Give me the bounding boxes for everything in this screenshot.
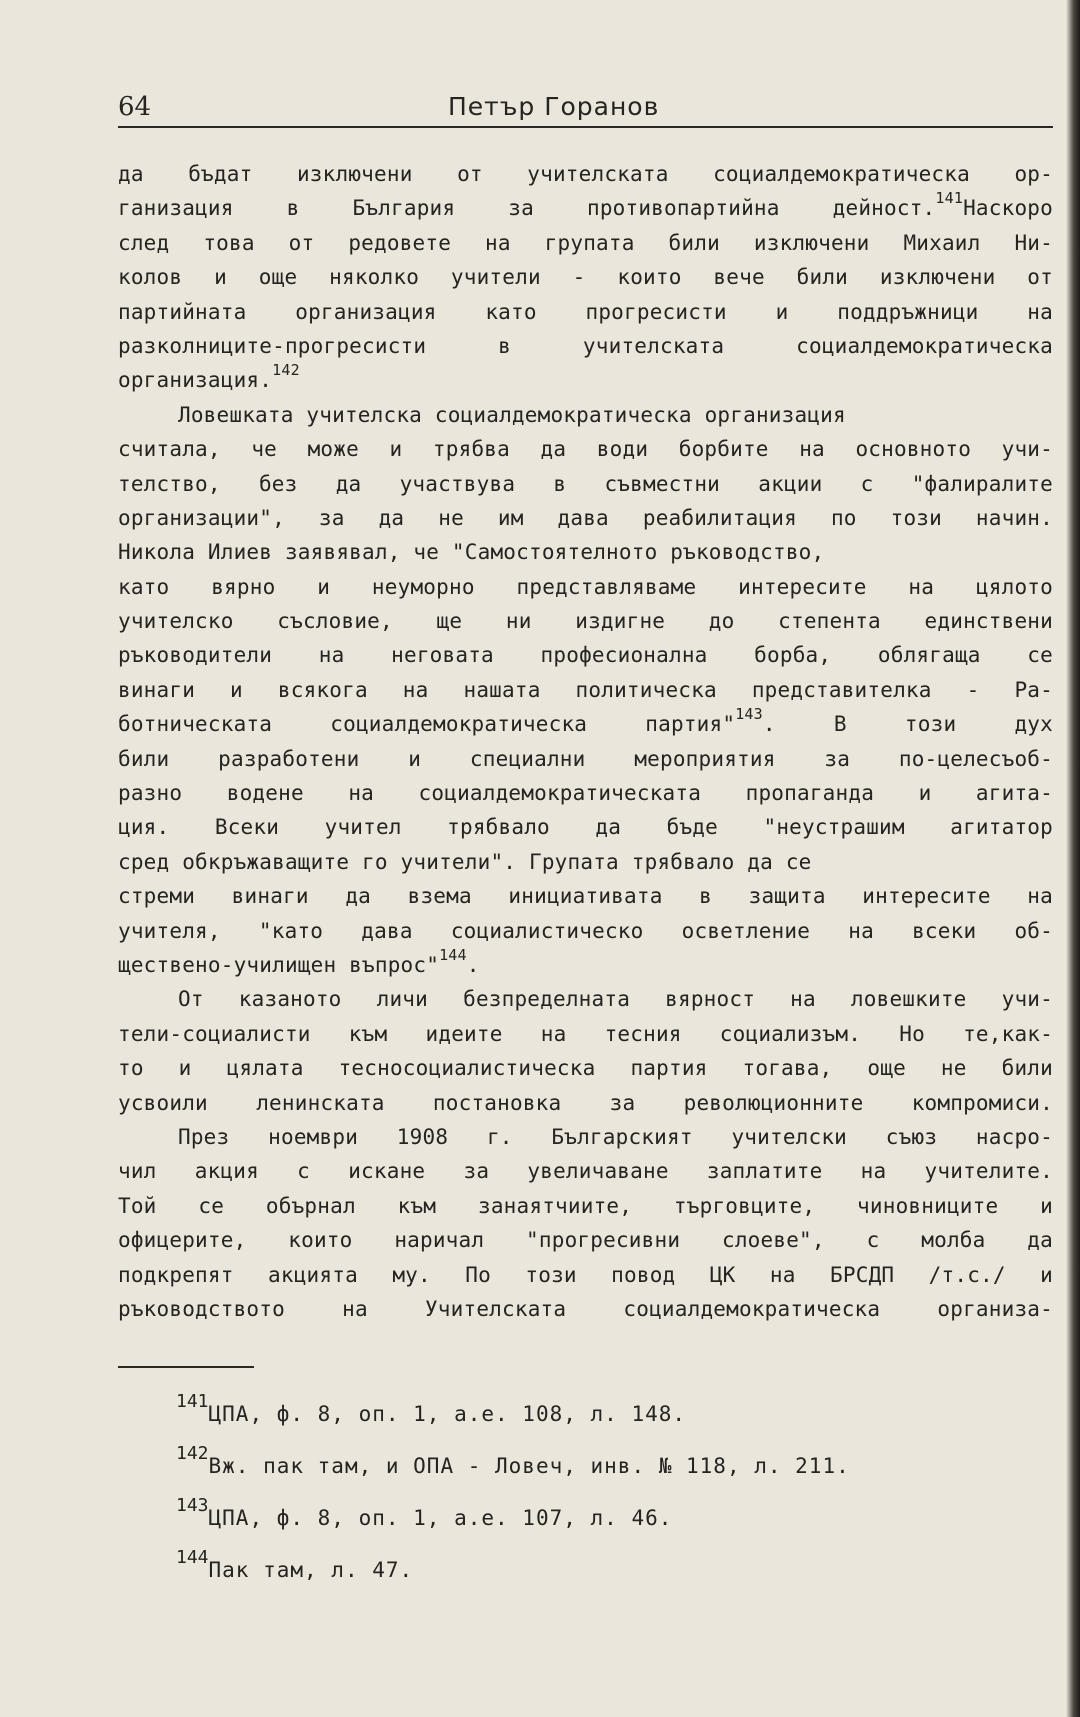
line-text: Той се обърнал към занаятчиите, търговците, чиновниците и (118, 1193, 1053, 1218)
footnote-ref: 143 (735, 707, 763, 724)
footnote (176, 1492, 976, 1544)
text-line (118, 845, 1053, 879)
footnote-separator (118, 1366, 254, 1368)
text-line (118, 398, 1053, 432)
line-text: ръководители на неговата професионална борба, облягаща се (118, 643, 1053, 668)
text-line (118, 226, 1053, 260)
line-text: От казаното личи безпределната вярност на ловешките учи- (178, 987, 1053, 1012)
page-number: 64 (118, 92, 152, 122)
line-text: разколниците-прогресисти в учителската социалдемократическа (118, 333, 1053, 358)
line-text: тели-социалисти към идеите на тесния социализъм. Но те,как- (118, 1021, 1053, 1046)
text-line (118, 467, 1053, 501)
text-line (118, 1189, 1053, 1223)
line-text-after: Наскоро (963, 196, 1053, 221)
text-line (118, 982, 1053, 1016)
text-line (118, 1258, 1053, 1292)
text-line (118, 707, 1053, 741)
footnote (176, 1440, 976, 1492)
line-text: чил акция с искане за увеличаване заплатите на учителите. (118, 1159, 1053, 1184)
footnote-number: 144 (176, 1547, 209, 1568)
line-text: организация. (118, 368, 273, 393)
line-text: ботническата социалдемократическа партия" (118, 712, 736, 737)
text-line (118, 1120, 1053, 1154)
text-line (118, 604, 1053, 638)
line-text: след това от редовете на групата били изключени Михаил Ни- (118, 230, 1053, 255)
footnote-ref: 144 (439, 947, 467, 964)
line-text: усвоили ленинската постановка за революционните компромиси. (118, 1090, 1053, 1115)
line-text: колов и още няколко учители - които вече били изключени от (118, 265, 1053, 290)
line-text: сред обкръжаващите го учители". Групата трябвало да се (118, 849, 812, 874)
line-text: партийната организация като прогресисти и поддръжници на (118, 299, 1053, 324)
line-text: ръководството на Учителската социалдемократическа организа- (118, 1296, 1053, 1321)
footnote-number: 143 (176, 1495, 209, 1516)
line-text: учителско съсловие, ще ни издигне до степента единствени (118, 609, 1053, 634)
footnote-text: Вж. пак там, и ОПА - Ловеч, инв. № 118, л. 211. (208, 1454, 850, 1478)
line-text: били разработени и специални мероприятия за по-целесъоб- (118, 746, 1053, 771)
line-text: ция. Всеки учител трябвало да бъде "неустрашим агитатор (118, 815, 1053, 840)
line-text: винаги и всякога на нашата политическа представителка - Ра- (118, 677, 1053, 702)
line-text: организации", за да не им дава реабилитация по този начин. (118, 505, 1053, 530)
line-text: През ноември 1908 г. Българският учителски съюз насро- (178, 1124, 1053, 1149)
text-line (118, 1154, 1053, 1188)
footnotes (176, 1388, 976, 1596)
line-text: считала, че може и трябва да води борбите на основното учи- (118, 437, 1053, 462)
text-line (118, 570, 1053, 604)
line-text: разно водене на социалдемократическата пропаганда и агита- (118, 781, 1053, 806)
body-text (118, 157, 1053, 1326)
text-line (118, 948, 1053, 982)
footnote-text: Пак там, л. 47. (208, 1558, 414, 1582)
line-text: ществено-училищен въпрос" (118, 952, 440, 977)
line-text: подкрепят акцията му. По този повод ЦК на БРСДП /т.с./ и (118, 1262, 1053, 1287)
footnote-ref: 141 (935, 191, 964, 208)
text-line (118, 501, 1053, 535)
footnote-text: ЦПА, ф. 8, оп. 1, а.е. 108, л. 148. (208, 1402, 687, 1426)
line-text-after: . В този дух (762, 712, 1053, 737)
line-text: стреми винаги да взема инициативата в защита интересите на (118, 884, 1053, 909)
footnote (176, 1388, 976, 1440)
line-text: Никола Илиев заявявал, че "Самостоятелното ръководство, (118, 540, 825, 565)
line-text: телство, без да участвува в съвместни акции с "фалиралите (118, 471, 1053, 496)
text-line (118, 329, 1053, 363)
line-text: офицерите, които наричал "прогресивни слоеве", с молба да (118, 1228, 1053, 1253)
text-line (118, 363, 1053, 397)
text-line (118, 260, 1053, 294)
page-header (118, 88, 1053, 128)
text-line (118, 673, 1053, 707)
text-line (118, 191, 1053, 225)
footnote-number: 141 (176, 1391, 209, 1412)
line-text: учителя, "като дава социалистическо осветление на всеки об- (118, 918, 1053, 943)
text-line (118, 1017, 1053, 1051)
footnote-text: ЦПА, ф. 8, оп. 1, а.е. 107, л. 46. (208, 1506, 673, 1530)
text-line (118, 1223, 1053, 1257)
footnote-number: 142 (176, 1443, 209, 1464)
text-line (118, 432, 1053, 466)
line-text: като вярно и неуморно представляваме интересите на цялото (118, 574, 1053, 599)
footnote-ref: 142 (272, 363, 300, 380)
text-line (118, 1292, 1053, 1326)
page-edge-shadow (1066, 0, 1080, 1717)
running-title: Петър Горанов (448, 92, 660, 121)
text-line (118, 535, 1053, 569)
text-line (118, 742, 1053, 776)
line-text-after: . (466, 952, 480, 977)
text-line (118, 810, 1053, 844)
text-line (118, 638, 1053, 672)
text-line (118, 914, 1053, 948)
text-line (118, 157, 1053, 191)
text-line (118, 1086, 1053, 1120)
footnote (176, 1544, 976, 1596)
line-text: ганизация в България за противопартийна дейност. (118, 196, 936, 221)
line-text: то и цялата тесносоциалистическа партия тогава, още не били (118, 1056, 1053, 1081)
text-line (118, 776, 1053, 810)
text-line (118, 879, 1053, 913)
line-text: Ловешката учителска социалдемократическа организация (178, 402, 846, 427)
text-line (118, 1051, 1053, 1085)
line-text: да бъдат изключени от учителската социалдемократическа ор- (118, 162, 1053, 186)
text-line (118, 295, 1053, 329)
